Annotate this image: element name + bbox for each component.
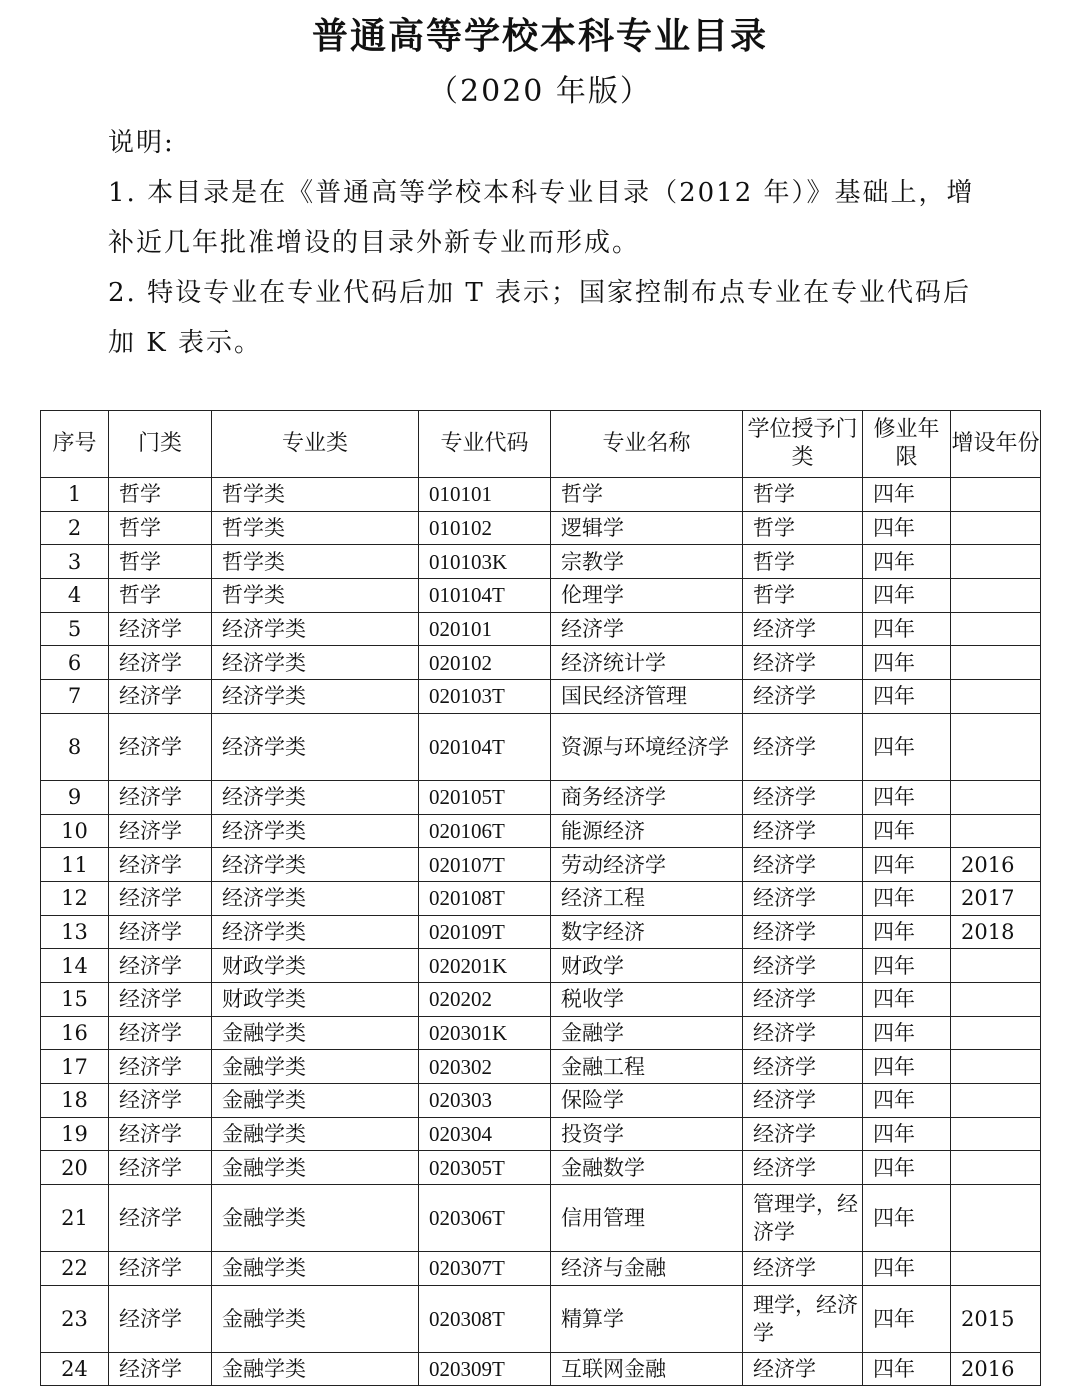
cell-index: 22 (41, 1252, 109, 1286)
cell-degree: 经济学 (743, 982, 863, 1016)
cell-year-added: 2016 (951, 1352, 1041, 1386)
cell-degree: 经济学 (743, 1016, 863, 1050)
table-row (41, 982, 1041, 1016)
cell-major-class: 经济学类 (212, 646, 419, 680)
cell-index: 17 (41, 1050, 109, 1084)
table-row (41, 1185, 1041, 1252)
cell-index: 15 (41, 982, 109, 1016)
table-row (41, 511, 1041, 545)
cell-index: 12 (41, 881, 109, 915)
cell-duration: 四年 (863, 1117, 951, 1151)
major-catalog-table (40, 410, 1041, 1386)
cell-code: 010103K (419, 545, 551, 579)
cell-code: 020103T (419, 680, 551, 714)
cell-degree: 哲学 (743, 478, 863, 512)
cell-year-added (951, 1050, 1041, 1084)
cell-code: 020301K (419, 1016, 551, 1050)
table-row (41, 1352, 1041, 1386)
table-row (41, 1016, 1041, 1050)
table-row (41, 881, 1041, 915)
cell-year-added (951, 545, 1041, 579)
cell-duration: 四年 (863, 680, 951, 714)
cell-degree: 经济学 (743, 881, 863, 915)
table-row (41, 646, 1041, 680)
cell-major-class: 财政学类 (212, 949, 419, 983)
table-row (41, 713, 1041, 780)
cell-duration: 四年 (863, 1016, 951, 1050)
cell-duration: 四年 (863, 915, 951, 949)
cell-code: 010101 (419, 478, 551, 512)
note-1: 1. 本目录是在《普通高等学校本科专业目录（2012 年）》基础上，增补近几年批准增设的目录外新专业而形成。 (108, 178, 975, 258)
cell-index: 13 (41, 915, 109, 949)
table-row (41, 949, 1041, 983)
cell-code: 020101 (419, 612, 551, 646)
cell-degree: 经济学 (743, 612, 863, 646)
cell-major-name: 财政学 (551, 949, 743, 983)
cell-major-class: 哲学类 (212, 478, 419, 512)
cell-code: 020105T (419, 780, 551, 814)
table-row (41, 780, 1041, 814)
cell-code: 020109T (419, 915, 551, 949)
cell-degree: 经济学 (743, 1352, 863, 1386)
cell-major-class: 金融学类 (212, 1084, 419, 1118)
cell-year-added: 2015 (951, 1285, 1041, 1352)
cell-year-added (951, 1016, 1041, 1050)
cell-duration: 四年 (863, 1185, 951, 1252)
cell-code: 020107T (419, 848, 551, 882)
cell-category: 经济学 (109, 1050, 212, 1084)
cell-major-class: 金融学类 (212, 1252, 419, 1286)
cell-duration: 四年 (863, 579, 951, 613)
cell-year-added (951, 982, 1041, 1016)
cell-code: 020303 (419, 1084, 551, 1118)
cell-duration: 四年 (863, 511, 951, 545)
cell-degree: 哲学 (743, 579, 863, 613)
cell-major-name: 保险学 (551, 1084, 743, 1118)
cell-duration: 四年 (863, 881, 951, 915)
cell-major-name: 能源经济 (551, 814, 743, 848)
cell-category: 经济学 (109, 1117, 212, 1151)
cell-major-class: 哲学类 (212, 511, 419, 545)
cell-major-name: 哲学 (551, 478, 743, 512)
cell-major-name: 劳动经济学 (551, 848, 743, 882)
cell-duration: 四年 (863, 814, 951, 848)
cell-code: 010104T (419, 579, 551, 613)
cell-duration: 四年 (863, 545, 951, 579)
cell-major-name: 经济学 (551, 612, 743, 646)
cell-index: 1 (41, 478, 109, 512)
cell-category: 经济学 (109, 915, 212, 949)
cell-category: 经济学 (109, 1185, 212, 1252)
cell-degree: 经济学 (743, 1084, 863, 1118)
cell-index: 6 (41, 646, 109, 680)
cell-code: 020304 (419, 1117, 551, 1151)
cell-code: 010102 (419, 511, 551, 545)
cell-year-added (951, 713, 1041, 780)
cell-degree: 经济学 (743, 1117, 863, 1151)
page-subtitle: （2020 年版） (428, 74, 652, 109)
cell-code: 020306T (419, 1185, 551, 1252)
cell-code: 020305T (419, 1151, 551, 1185)
cell-code: 020302 (419, 1050, 551, 1084)
cell-category: 经济学 (109, 1016, 212, 1050)
cell-category: 经济学 (109, 713, 212, 780)
cell-major-name: 互联网金融 (551, 1352, 743, 1386)
table-row (41, 1084, 1041, 1118)
cell-year-added (951, 1151, 1041, 1185)
table-row (41, 1285, 1041, 1352)
col-header-major-class: 专业类 (212, 411, 419, 478)
table-row (41, 579, 1041, 613)
cell-major-class: 金融学类 (212, 1352, 419, 1386)
cell-year-added (951, 511, 1041, 545)
cell-degree: 哲学 (743, 545, 863, 579)
cell-degree: 经济学 (743, 1050, 863, 1084)
col-header-category: 门类 (109, 411, 212, 478)
cell-major-name: 经济与金融 (551, 1252, 743, 1286)
table-row (41, 1252, 1041, 1286)
cell-degree: 经济学 (743, 680, 863, 714)
cell-code: 020307T (419, 1252, 551, 1286)
table-row (41, 915, 1041, 949)
cell-duration: 四年 (863, 1151, 951, 1185)
cell-index: 9 (41, 780, 109, 814)
cell-major-class: 经济学类 (212, 848, 419, 882)
table-row (41, 478, 1041, 512)
cell-category: 经济学 (109, 1151, 212, 1185)
table-row (41, 848, 1041, 882)
cell-index: 2 (41, 511, 109, 545)
col-header-code: 专业代码 (419, 411, 551, 478)
cell-year-added: 2017 (951, 881, 1041, 915)
cell-category: 经济学 (109, 1084, 212, 1118)
cell-index: 4 (41, 579, 109, 613)
notes-heading: 说明: (108, 128, 175, 158)
cell-code: 020308T (419, 1285, 551, 1352)
cell-degree: 经济学 (743, 949, 863, 983)
cell-year-added (951, 612, 1041, 646)
cell-major-class: 财政学类 (212, 982, 419, 1016)
cell-year-added (951, 1185, 1041, 1252)
cell-code: 020309T (419, 1352, 551, 1386)
notes (108, 118, 988, 368)
cell-year-added (951, 814, 1041, 848)
cell-duration: 四年 (863, 713, 951, 780)
cell-major-class: 经济学类 (212, 612, 419, 646)
cell-category: 经济学 (109, 949, 212, 983)
cell-category: 经济学 (109, 881, 212, 915)
cell-major-class: 金融学类 (212, 1050, 419, 1084)
col-header-year-added: 增设年份 (951, 411, 1041, 478)
cell-category: 哲学 (109, 545, 212, 579)
cell-duration: 四年 (863, 1285, 951, 1352)
cell-major-name: 资源与环境经济学 (551, 713, 743, 780)
cell-degree: 经济学 (743, 713, 863, 780)
cell-year-added (951, 478, 1041, 512)
cell-degree: 经济学 (743, 1151, 863, 1185)
col-header-duration: 修业年限 (863, 411, 951, 478)
cell-category: 经济学 (109, 646, 212, 680)
cell-duration: 四年 (863, 982, 951, 1016)
cell-category: 经济学 (109, 1352, 212, 1386)
cell-year-added (951, 1117, 1041, 1151)
cell-code: 020106T (419, 814, 551, 848)
note-2: 2. 特设专业在专业代码后加 T 表示；国家控制布点专业在专业代码后加 K 表示。 (108, 278, 971, 358)
cell-category: 经济学 (109, 1285, 212, 1352)
cell-year-added (951, 646, 1041, 680)
cell-degree: 经济学 (743, 814, 863, 848)
cell-major-class: 金融学类 (212, 1185, 419, 1252)
cell-index: 16 (41, 1016, 109, 1050)
cell-major-name: 金融工程 (551, 1050, 743, 1084)
cell-degree: 经济学 (743, 848, 863, 882)
cell-year-added: 2016 (951, 848, 1041, 882)
cell-major-class: 经济学类 (212, 680, 419, 714)
cell-degree: 经济学 (743, 1252, 863, 1286)
cell-index: 7 (41, 680, 109, 714)
table-row (41, 1117, 1041, 1151)
cell-major-name: 数字经济 (551, 915, 743, 949)
table-row (41, 1050, 1041, 1084)
cell-year-added (951, 680, 1041, 714)
cell-index: 5 (41, 612, 109, 646)
cell-category: 哲学 (109, 478, 212, 512)
cell-index: 10 (41, 814, 109, 848)
cell-duration: 四年 (863, 1050, 951, 1084)
cell-category: 经济学 (109, 848, 212, 882)
cell-major-class: 经济学类 (212, 881, 419, 915)
cell-major-name: 宗教学 (551, 545, 743, 579)
cell-index: 21 (41, 1185, 109, 1252)
cell-major-class: 经济学类 (212, 915, 419, 949)
cell-major-name: 逻辑学 (551, 511, 743, 545)
cell-major-name: 信用管理 (551, 1185, 743, 1252)
cell-category: 经济学 (109, 680, 212, 714)
cell-category: 哲学 (109, 579, 212, 613)
cell-category: 经济学 (109, 1252, 212, 1286)
cell-degree: 哲学 (743, 511, 863, 545)
cell-major-name: 国民经济管理 (551, 680, 743, 714)
cell-code: 020108T (419, 881, 551, 915)
cell-index: 24 (41, 1352, 109, 1386)
table-row (41, 545, 1041, 579)
cell-category: 经济学 (109, 780, 212, 814)
cell-major-name: 经济工程 (551, 881, 743, 915)
cell-duration: 四年 (863, 1084, 951, 1118)
cell-duration: 四年 (863, 848, 951, 882)
page-title: 普通高等学校本科专业目录 (311, 16, 768, 57)
cell-index: 19 (41, 1117, 109, 1151)
cell-major-name: 投资学 (551, 1117, 743, 1151)
cell-duration: 四年 (863, 478, 951, 512)
cell-major-name: 商务经济学 (551, 780, 743, 814)
cell-major-class: 金融学类 (212, 1117, 419, 1151)
col-header-major-name: 专业名称 (551, 411, 743, 478)
table-header-row (41, 411, 1041, 478)
cell-major-name: 经济统计学 (551, 646, 743, 680)
cell-degree: 管理学，经济学 (743, 1185, 863, 1252)
cell-major-class: 经济学类 (212, 713, 419, 780)
cell-year-added (951, 949, 1041, 983)
cell-index: 8 (41, 713, 109, 780)
cell-index: 11 (41, 848, 109, 882)
table-row (41, 814, 1041, 848)
col-header-degree: 学位授予门类 (743, 411, 863, 478)
cell-degree: 经济学 (743, 915, 863, 949)
cell-major-class: 经济学类 (212, 780, 419, 814)
cell-major-name: 金融学 (551, 1016, 743, 1050)
cell-major-name: 金融数学 (551, 1151, 743, 1185)
cell-major-class: 哲学类 (212, 545, 419, 579)
cell-duration: 四年 (863, 780, 951, 814)
cell-index: 18 (41, 1084, 109, 1118)
cell-year-added (951, 1084, 1041, 1118)
cell-major-class: 金融学类 (212, 1151, 419, 1185)
cell-year-added (951, 1252, 1041, 1286)
cell-index: 14 (41, 949, 109, 983)
cell-degree: 经济学 (743, 646, 863, 680)
cell-major-class: 经济学类 (212, 814, 419, 848)
cell-year-added (951, 579, 1041, 613)
cell-code: 020102 (419, 646, 551, 680)
cell-duration: 四年 (863, 1252, 951, 1286)
col-header-index: 序号 (41, 411, 109, 478)
cell-year-added: 2018 (951, 915, 1041, 949)
cell-category: 经济学 (109, 982, 212, 1016)
cell-index: 3 (41, 545, 109, 579)
cell-degree: 经济学 (743, 780, 863, 814)
cell-duration: 四年 (863, 949, 951, 983)
cell-code: 020201K (419, 949, 551, 983)
cell-year-added (951, 780, 1041, 814)
cell-category: 经济学 (109, 612, 212, 646)
cell-duration: 四年 (863, 612, 951, 646)
cell-major-class: 哲学类 (212, 579, 419, 613)
cell-duration: 四年 (863, 646, 951, 680)
cell-category: 哲学 (109, 511, 212, 545)
cell-degree: 理学，经济学 (743, 1285, 863, 1352)
cell-major-name: 精算学 (551, 1285, 743, 1352)
cell-major-name: 税收学 (551, 982, 743, 1016)
cell-major-name: 伦理学 (551, 579, 743, 613)
table-row (41, 612, 1041, 646)
table-row (41, 1151, 1041, 1185)
cell-code: 020202 (419, 982, 551, 1016)
cell-index: 23 (41, 1285, 109, 1352)
cell-code: 020104T (419, 713, 551, 780)
cell-category: 经济学 (109, 814, 212, 848)
cell-index: 20 (41, 1151, 109, 1185)
cell-duration: 四年 (863, 1352, 951, 1386)
cell-major-class: 金融学类 (212, 1016, 419, 1050)
table-row (41, 680, 1041, 714)
cell-major-class: 金融学类 (212, 1285, 419, 1352)
